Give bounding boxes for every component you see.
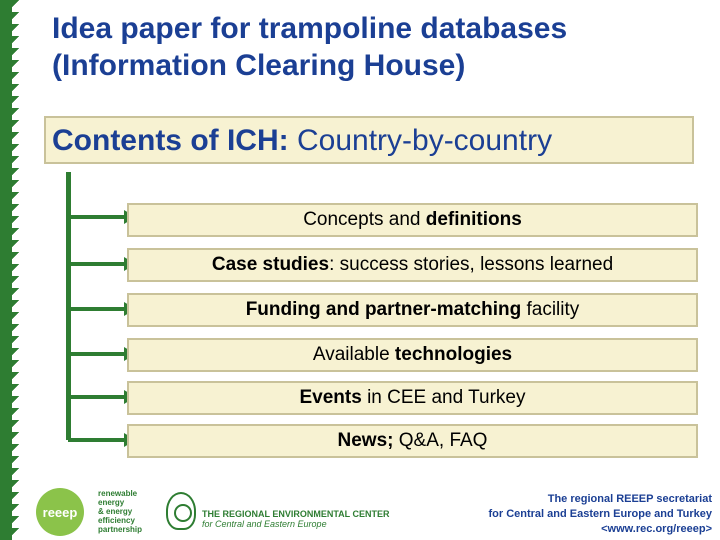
footer-line-2: for Central and Eastern Europe and Turkey — [488, 508, 712, 520]
item-bold: Events — [299, 387, 362, 408]
item-bold: Case studies — [211, 254, 330, 275]
arrow-1 — [68, 215, 126, 219]
reeep-line: partnership — [98, 525, 143, 534]
item-text: facility — [521, 299, 580, 320]
content-item-events — [127, 381, 698, 415]
item-text: in CEE and Turkey — [361, 387, 526, 408]
arrow-5 — [68, 395, 126, 399]
reeep-line: renewable — [98, 489, 138, 498]
title-line-1: Idea paper for trampoline databases — [52, 12, 568, 45]
item-bold: Funding and partner-matching — [245, 299, 522, 320]
item-text: Available — [312, 344, 395, 365]
item-text: : success stories, lessons learned — [329, 254, 614, 275]
rec-logo-text — [202, 509, 390, 529]
subtitle-box — [44, 116, 694, 164]
footer-line-1: The regional REEEP secretariat — [547, 493, 712, 505]
content-item-concepts — [127, 203, 698, 237]
item-text: Concepts and — [303, 209, 426, 230]
item-bold: News; — [337, 430, 394, 451]
title-line-2: (Information Clearing House) — [52, 49, 466, 82]
subtitle — [52, 124, 552, 158]
subtitle-bold: Contents of ICH: — [52, 124, 289, 157]
arrow-3 — [68, 307, 126, 311]
content-item-funding — [127, 293, 698, 327]
reeep-tagline — [98, 489, 158, 534]
rec-logo-icon — [166, 492, 196, 530]
content-item-case-studies — [127, 248, 698, 282]
footer-secretariat — [488, 492, 712, 537]
rec-subtitle: for Central and Eastern Europe — [202, 519, 327, 529]
item-text: Q&A, FAQ — [393, 430, 488, 451]
left-border-decoration — [0, 0, 26, 540]
content-item-technologies — [127, 338, 698, 372]
reeep-line: energy — [98, 498, 125, 507]
reeep-line: efficiency — [98, 516, 135, 525]
rec-name: THE REGIONAL ENVIRONMENTAL CENTER — [202, 509, 390, 519]
item-bold: technologies — [394, 344, 513, 365]
slide-title — [52, 10, 712, 84]
subtitle-rest: Country-by-country — [288, 124, 553, 157]
arrow-6 — [68, 438, 126, 442]
reeep-line: & energy — [98, 507, 133, 516]
content-item-news — [127, 424, 698, 458]
arrow-4 — [68, 352, 126, 356]
reeep-logo: reeep — [36, 488, 84, 536]
item-bold: definitions — [425, 209, 522, 230]
footer-url: <www.rec.org/reeep> — [601, 523, 712, 535]
connector-line — [66, 172, 71, 440]
arrow-2 — [68, 262, 126, 266]
